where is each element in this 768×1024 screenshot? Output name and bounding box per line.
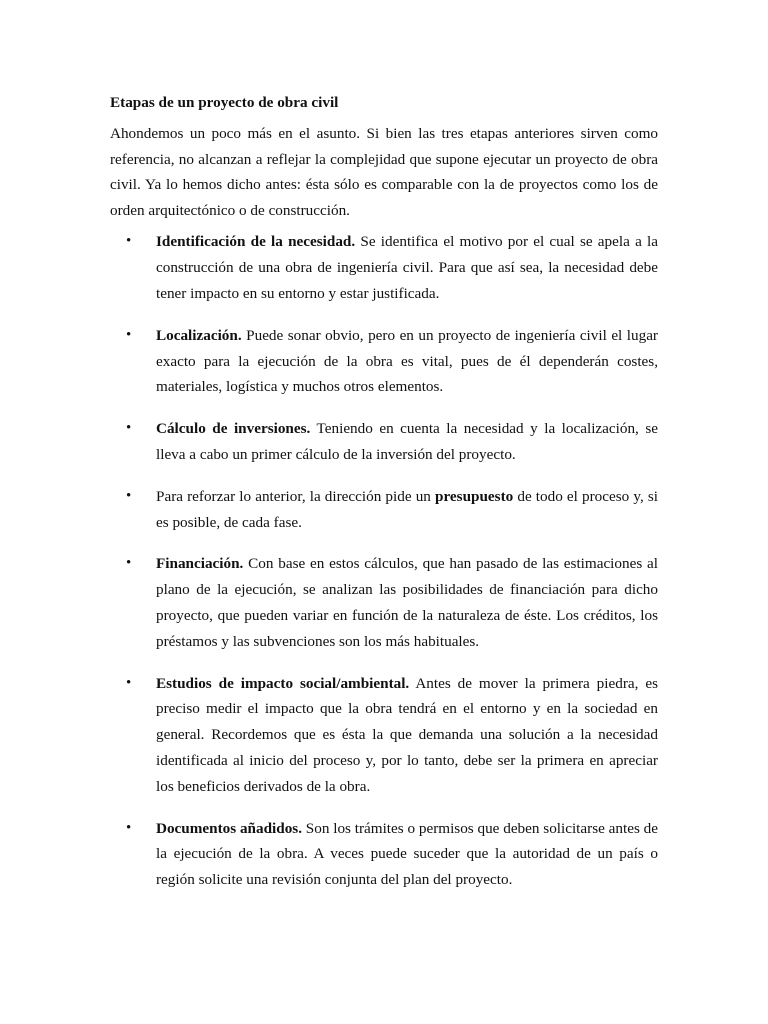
item-text: Se identifica el motivo por el cual se apela a la construcción de una obra de ingeniería civil. Para que así sea, la necesidad debe tener impacto en su entorno y estar justificada. xyxy=(156,233,658,302)
section-heading: Etapas de un proyecto de obra civil xyxy=(110,94,339,111)
item-lead: Localización. xyxy=(156,326,242,344)
bullet-icon: • xyxy=(126,420,132,437)
list-item xyxy=(110,229,658,306)
intro-paragraph: Ahondemos un poco más en el asunto. Si bien las tres etapas anteriores sirven como referencia, no alcanzan a reflejar la complejidad que supone ejecutar un proyecto de obra civil. Ya lo hemos dicho antes: ésta sólo es comparable con la de proyectos como los de orden arquitectónico o de construcción. xyxy=(110,125,658,219)
item-lead: presupuesto xyxy=(435,487,514,505)
list-item xyxy=(110,816,658,893)
list-item xyxy=(110,484,658,536)
item-lead: Estudios de impacto social/ambiental. xyxy=(156,674,410,692)
item-text: Son los trámites o permisos que deben solicitarse antes de la ejecución de la obra. A veces puede suceder que la autoridad de un país o región solicite una revisión conjunta del plan del proyecto. xyxy=(156,819,658,889)
list-item xyxy=(110,551,658,654)
bullet-icon: • xyxy=(126,233,132,250)
bullet-icon: • xyxy=(126,555,132,572)
bullet-icon: • xyxy=(126,819,132,836)
list-item xyxy=(110,416,658,468)
item-text: Puede sonar obvio, pero en un proyecto de ingeniería civil el lugar exacto para la ejecución de la obra es vital, pues de él dependerán costes, materiales, logística y muchos otros elementos. xyxy=(156,326,658,396)
item-lead: Cálculo de inversiones. xyxy=(156,420,311,438)
item-text: Con base en estos cálculos, que han pasado de las estimaciones al plano de la ejecución, se analizan las posibilidades de financiación para dicho proyecto, que pueden variar en función de la naturaleza de éste. Los créditos, los préstamos y las subvenciones son los más habituales. xyxy=(156,555,658,650)
item-lead: Identificación de la necesidad. xyxy=(156,233,356,251)
bullet-icon: • xyxy=(126,674,132,691)
item-lead: Financiación. xyxy=(156,555,244,573)
bullet-icon: • xyxy=(126,326,132,343)
stages-list xyxy=(110,229,658,893)
bullet-icon: • xyxy=(126,487,132,504)
list-item xyxy=(110,671,658,800)
item-lead: Documentos añadidos. xyxy=(156,819,302,837)
item-pre: Para reforzar lo anterior, la dirección pide un xyxy=(156,487,436,505)
item-text: de todo el proceso y, si es posible, de cada fase. xyxy=(156,487,659,531)
list-item xyxy=(110,323,658,400)
item-text: Antes de mover la primera piedra, es preciso medir el impacto que la obra tendrá en el entorno y en la sociedad en general. Recordemos que es ésta la que demanda una solución a la necesidad identificada al inicio del proceso y, por lo tanto, debe ser la primera en apreciar los beneficios derivados de la obra. xyxy=(156,674,658,795)
item-text: Teniendo en cuenta la necesidad y la localización, se lleva a cabo un primer cálculo de la inversión del proyecto. xyxy=(156,420,658,463)
document-page xyxy=(110,90,658,909)
